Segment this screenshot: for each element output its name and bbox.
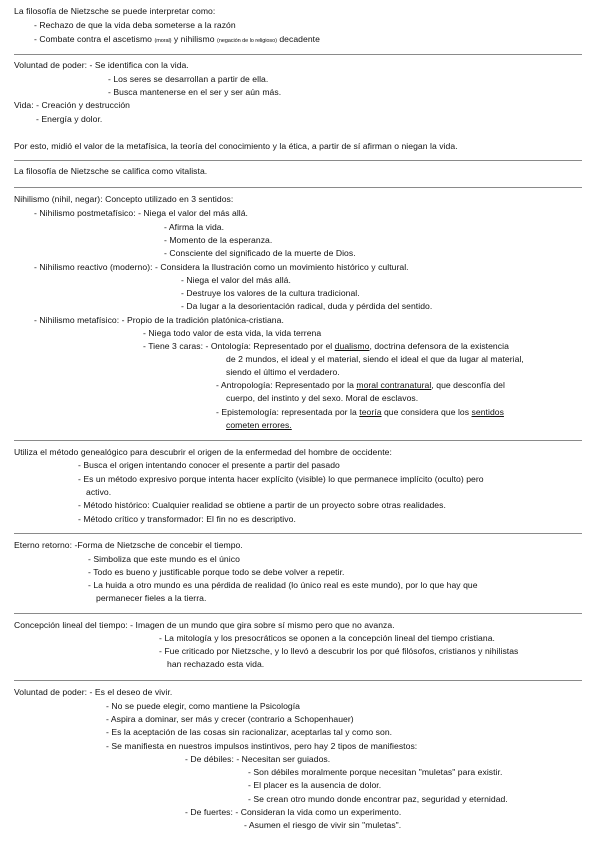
s4-line: - Da lugar a la desorientación radical, duda y pérdida del sentido. <box>181 301 433 311</box>
text-small: (negación de lo religioso) <box>217 38 277 44</box>
s6-line: permanecer fieles a la tierra. <box>96 593 207 603</box>
divider <box>14 680 582 681</box>
s4-line: cuerpo, del instinto y del sexo. Moral de esclavos. <box>226 393 419 403</box>
s4-line: - Nihilismo reactivo (moderno): - Considera la Ilustración como un movimiento histórico y cultural. <box>34 262 409 272</box>
text: - Tiene 3 caras: - Ontología: Representado por el <box>143 341 335 351</box>
s4-line: - Niega todo valor de esta vida, la vida terrena <box>143 328 322 338</box>
s4-line <box>216 407 504 418</box>
s4-line: - Consciente del significado de la muerte de Dios. <box>164 248 356 258</box>
divider <box>14 613 582 614</box>
s5-line: - Busca el origen intentando conocer el presente a partir del pasado <box>78 460 340 470</box>
s2-line: - Energía y dolor. <box>36 114 103 124</box>
s2-line: - Los seres se desarrollan a partir de ella. <box>108 74 269 84</box>
text-underlined: moral contranatural <box>356 380 432 390</box>
s6-line: Eterno retorno: -Forma de Nietzsche de concebir el tiempo. <box>14 540 243 550</box>
s5-line: Utiliza el método genealógico para descubrir el origen de la enfermedad del hombre de occidente: <box>14 447 392 457</box>
s8-line: - De débiles: - Necesitan ser guiados. <box>185 754 331 764</box>
s5-line: - Método crítico y transformador: El fin no es descriptivo. <box>78 514 296 524</box>
s7-line: - Fue criticado por Nietzsche, y lo llevó a descubrir los por qué filósofos, cristianos y nihilistas <box>159 646 519 656</box>
s4-line: cometen errores. <box>226 420 292 430</box>
s8-line: - Se manifiesta en nuestros impulsos instintivos, pero hay 2 tipos de manifiestos: <box>106 741 418 751</box>
s1-line: - Rechazo de que la vida deba someterse a la razón <box>34 20 236 30</box>
s4-line: de 2 mundos, el ideal y el material, siendo el ideal el que da lugar al material, <box>226 354 524 364</box>
s1-line <box>34 34 320 47</box>
s4-line: - Niega el valor del más allá. <box>181 275 291 285</box>
s2-line: Voluntad de poder: - Se identifica con la vida. <box>14 60 189 70</box>
text-underlined: teoría <box>359 407 382 417</box>
s8-line: - Asumen el riesgo de vivir sin "muletas". <box>244 820 402 830</box>
text: y nihilismo <box>171 34 217 44</box>
text-underlined: dualismo <box>334 341 370 351</box>
s1-title: La filosofía de Nietzsche se puede interpretar como: <box>14 6 216 16</box>
s6-line: - Simboliza que este mundo es el único <box>88 554 240 564</box>
s8-line: - Se crean otro mundo donde encontrar paz, seguridad y eternidad. <box>248 794 508 804</box>
text: - Antropología: Representado por la <box>216 380 357 390</box>
s2-line: - Busca mantenerse en el ser y ser aún más. <box>108 87 282 97</box>
s8-line: - De fuertes: - Consideran la vida como un experimento. <box>185 807 402 817</box>
s2-line: Por esto, midió el valor de la metafísica, la teoría del conocimiento y la ética, a partir de sí afirman o niegan la vida. <box>14 141 458 151</box>
s4-line <box>143 341 509 352</box>
s4-line: - Afirma la vida. <box>164 222 225 232</box>
s8-line: - Aspira a dominar, ser más y crecer (contrario a Schopenhauer) <box>106 714 354 724</box>
s8-line: - No se puede elegir, como mantiene la Psicología <box>106 701 301 711</box>
divider <box>14 187 582 188</box>
s6-line: - Todo es bueno y justificable porque todo se debe volver a repetir. <box>88 567 345 577</box>
text: decadente <box>276 34 320 44</box>
s4-line: - Momento de la esperanza. <box>164 235 273 245</box>
s8-line: Voluntad de poder: - Es el deseo de vivir. <box>14 687 173 697</box>
s6-line: - La huida a otro mundo es una pérdida de realidad (lo único real es este mundo), por lo que hay que <box>88 580 478 590</box>
s8-line: - El placer es la ausencia de dolor. <box>248 780 382 790</box>
divider <box>14 160 582 161</box>
text: , doctrina defensora de la existencia <box>369 341 509 351</box>
text: que considera que los <box>381 407 472 417</box>
s8-line: - Es la aceptación de las cosas sin racionalizar, aceptarlas tal y como son. <box>106 727 393 737</box>
s5-line: - Método histórico: Cualquier realidad se obtiene a partir de un proyecto sobre otras realidades. <box>78 500 446 510</box>
s4-line: - Nihilismo metafísico: - Propio de la tradición platónica-cristiana. <box>34 315 284 325</box>
s4-line: - Destruye los valores de la cultura tradicional. <box>181 288 360 298</box>
divider <box>14 54 582 55</box>
text: - Combate contra el ascetismo <box>34 34 155 44</box>
s4-line: siendo el último el verdadero. <box>226 367 340 377</box>
divider <box>14 440 582 441</box>
s7-line: han rechazado esta vida. <box>167 659 265 669</box>
s8-line: - Son débiles moralmente porque necesitan "muletas" para existir. <box>248 767 503 777</box>
s2-line: Vida: - Creación y destrucción <box>14 100 130 110</box>
s5-line: - Es un método expresivo porque intenta hacer explícito (visible) lo que permanece implícito (oculto) pero <box>78 474 484 484</box>
divider <box>14 533 582 534</box>
text-underlined: sentidos <box>471 407 504 417</box>
text: , que desconfía del <box>431 380 505 390</box>
s7-line: Concepción lineal del tiempo: - Imagen de un mundo que gira sobre sí mismo pero que no avanza. <box>14 620 395 630</box>
s3-line: La filosofía de Nietzsche se califica como vitalista. <box>14 166 208 176</box>
text-small: (moral) <box>154 38 172 44</box>
text: - Epistemología: representada por la <box>216 407 360 417</box>
s4-line: - Nihilismo postmetafísico: - Niega el valor del más allá. <box>34 208 249 218</box>
s4-line: Nihilismo (nihil, negar): Concepto utilizado en 3 sentidos: <box>14 194 234 204</box>
s4-line <box>216 380 505 391</box>
s5-line: activo. <box>86 487 112 497</box>
s7-line: - La mitología y los presocráticos se oponen a la concepción lineal del tiempo cristiana. <box>159 633 495 643</box>
